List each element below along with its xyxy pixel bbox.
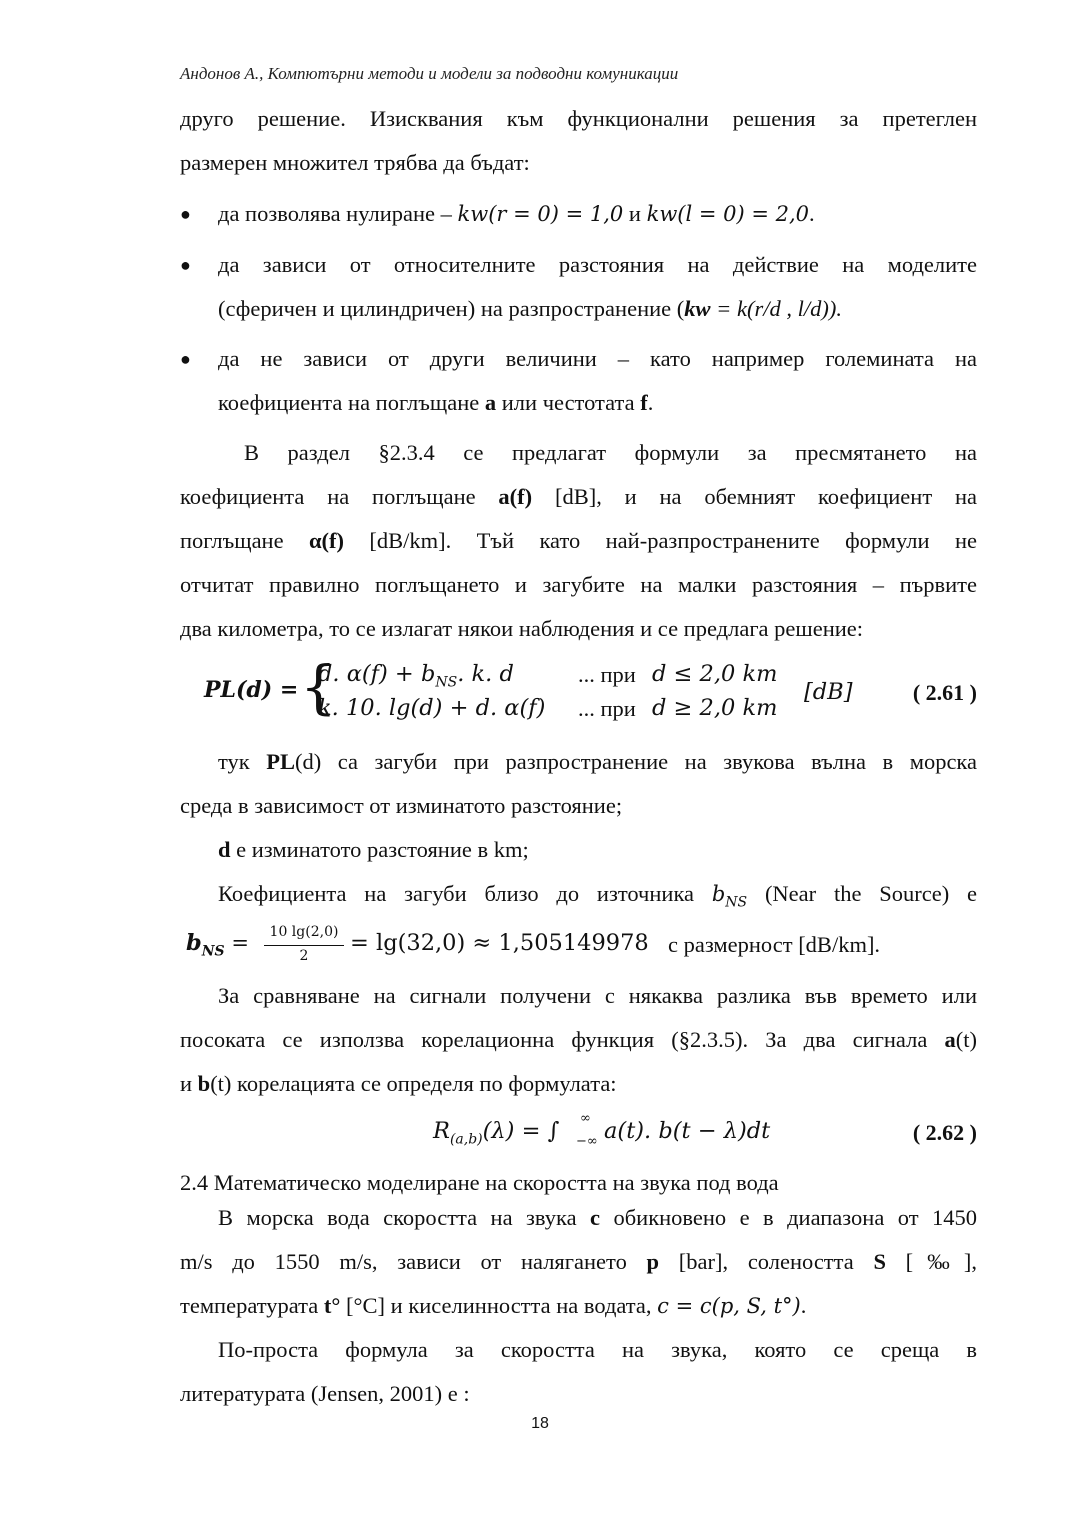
text-line: среда в зависимост от изминатото разстояние; xyxy=(180,793,623,818)
equation-condition: d ≥ 2,0 km xyxy=(652,695,778,721)
paragraph-absorption: В раздел §2.3.4 се предлагат формули за пресмятането на коефициента на поглъщане a(f) [dB], и на обемният коефициент на поглъщане α(f) [dB/km]. Тъй като най-разпространените формули не отчитат правилно поглъщането и загубите на малки разстояния – първите два километра, то се излагат някои наблюдения и се предлага решение: xyxy=(180,431,977,651)
text-line: За сравняване на сигнали получени с някаква разлика във времето или xyxy=(218,983,977,1008)
bullet-text: да зависи от относителните разстояния на действие на моделите xyxy=(218,252,977,277)
formula: kw(l = 0) = 2,0 xyxy=(646,202,810,226)
fraction-denominator: 2 xyxy=(299,948,309,964)
paragraph-definitions: тук PL(d) са загуби при разпространение на звукова вълна в морска среда в зависимост от изминатото разстояние; d е изминатото разстояние в km; Коефициента на загуби близо до източника $b_{NS}$ (Near the Source) е xyxy=(180,749,978,911)
equation-case: k. 10. lg(d) + d. α(f) xyxy=(318,695,546,721)
text-line: два километра, то се излагат някои наблюдения и се предлага решение: xyxy=(180,616,864,641)
bullet-item: ● да зависи от относителните разстояния на действие на моделите (сферичен и цилиндричен) на разпространение (kw = k(r/d , l/d)). xyxy=(180,243,977,331)
equation-case: d. $\alpha(f) + b_{NS}$. k. d xyxy=(318,661,514,691)
bullet-icon: ● xyxy=(180,255,191,275)
text-line: размерен множител трябва да бъдат: xyxy=(180,150,530,175)
equation-condition: d ≤ 2,0 km xyxy=(652,661,778,687)
equation-number: ( 2.62 ) xyxy=(912,1120,977,1145)
formula: c = c(p, S, t°) xyxy=(657,1294,801,1318)
running-header: Андонов А., Компютърни методи и модели за подводни комуникации xyxy=(180,64,679,83)
page-number: 18 xyxy=(531,1415,549,1432)
text-line: отчитат правилно поглъщането и загубите на малки разстояния – първите xyxy=(180,572,977,597)
bullet-text: да не зависи от други величини – като например големината на xyxy=(218,346,977,371)
bullet-icon: ● xyxy=(180,204,191,224)
paragraph-intro xyxy=(180,97,977,185)
equation-lhs: $R_{(a,b)}(\lambda)$ = ∫ xyxy=(433,1118,560,1148)
equation-number: ( 2.61 ) xyxy=(912,680,977,705)
brace-icon: { xyxy=(300,653,337,721)
fraction-line xyxy=(264,945,344,946)
equation-lhs: PL(d) = xyxy=(204,677,299,703)
equation-rhs: = lg(32,0) ≈ 1,505149978 xyxy=(350,930,649,956)
bullet-item: ● да позволява нулиране – kw(r = 0) = 1,0 и kw(l = 0) = 2,0. xyxy=(180,192,977,236)
paragraph-sound-speed: В морска вода скоростта на звука c обикновено е в диапазона от 1450 m/s до 1550 m/s, зависи от налягането p [bar], солеността S [‰], температурата t° [°C] и киселинността на водата, c = c(p, S, t°). xyxy=(180,1205,977,1318)
text-line: друго решение. Изисквания към функционални решения за претеглен xyxy=(180,106,977,131)
paragraph-formula-intro xyxy=(180,1328,977,1416)
paragraph-correlation: За сравняване на сигнали получени с някаква разлика във времето или посоката се използва корелационна функция (§2.3.5). За два сигнала a(t) и b(t) корелацията се определя по формулата: xyxy=(180,974,977,1106)
fraction-numerator: 10 lg(2,0) xyxy=(269,924,339,940)
section-heading: 2.4 Математическо моделиране на скоростта на звука под вода xyxy=(180,1170,779,1195)
equation-unit: [dB] xyxy=(804,679,853,705)
bullet-icon: ● xyxy=(180,349,191,369)
text-line: В раздел §2.3.4 се предлагат формули за пресмятането на xyxy=(244,440,977,465)
formula: kw(r = 0) = 1,0 xyxy=(457,202,624,226)
bullet-text: да позволява нулиране – xyxy=(218,201,452,226)
equation-rhs: a(t). b(t − λ)dt xyxy=(604,1118,771,1144)
document-page: Андонов А., Компютърни методи и модели за подводни комуникации друго решение. Изисквания към функционални решения за претеглен размерен множител трябва да бъдат: ● да позволява нулиране – kw(r = 0) = 1,0 и kw(l = 0) = 2,0. ● да зависи от относителните разстояния на действие на моделите (сферичен и цилиндричен) на разпространение (kw = k(r/d , l/d)). ● да не зависи от други величини – като например големината на коефициента на поглъщане a или честотата f. В раздел §2.3.4 се предлагат формули за пресмятането на коефициента на поглъщане a(f) [dB], и на обемният коефициент на поглъщане α(f) [dB/km]. Тъй като най-разпространените формули не отчитат правилно поглъщането и загубите на малки разстояния – първите два километра, то се излагат някои наблюдения и се предлага решение: PL(d) = { d. $\alpha(f) + b_{NS}$. k. d k. 10. lg(d) + d. α(f) ... при d ≤ 2,0 km ... при d ≥ 2,0 km [dB] ( 2.61 ) тук PL(d) са загуби при разпространение на звукова вълна в морска среда в зависимост от изминатото разстояние; d е изминатото разстояние в km; Коефициента на загуби близо до източника $b_{NS}$ (Near the Source) е $b_{NS}$ = 10 lg(2,0) 2 = lg(32,0) ≈ 1,505149978 с размерност [dB/km]. За сравняване на сигнали получени с някаква разлика във времето или посоката се използва корелационна функция (§2.3.5). За два сигнала a(t) и b(t) корелацията се определя по формулата: $R_{(a,b)}(\lambda)$ = ∫ ∞ −∞ a(t). b(t − λ)dt ( 2.62 ) 2.4 Математическо моделиране на скоростта на звука под вода В морска вода скоростта на звука c обикновено е в диапазона от 1450 m/s до 1550 m/s, зависи от налягането p [bar], солеността S [‰], температурата t° [°C] и киселинността на водата, c = c(p, S, t°). По-проста формула за скоростта на звука, която се среща в литературата (Jensen, 2001) е : 18 xyxy=(0,0,1080,1527)
bullet-item: ● да не зависи от други величини – като например големината на коефициента на поглъщане a или честотата f. xyxy=(180,337,977,425)
text-line: По-проста формула за скоростта на звука, която се среща в xyxy=(218,1337,977,1362)
text-line: литературата (Jensen, 2001) е : xyxy=(180,1381,470,1406)
